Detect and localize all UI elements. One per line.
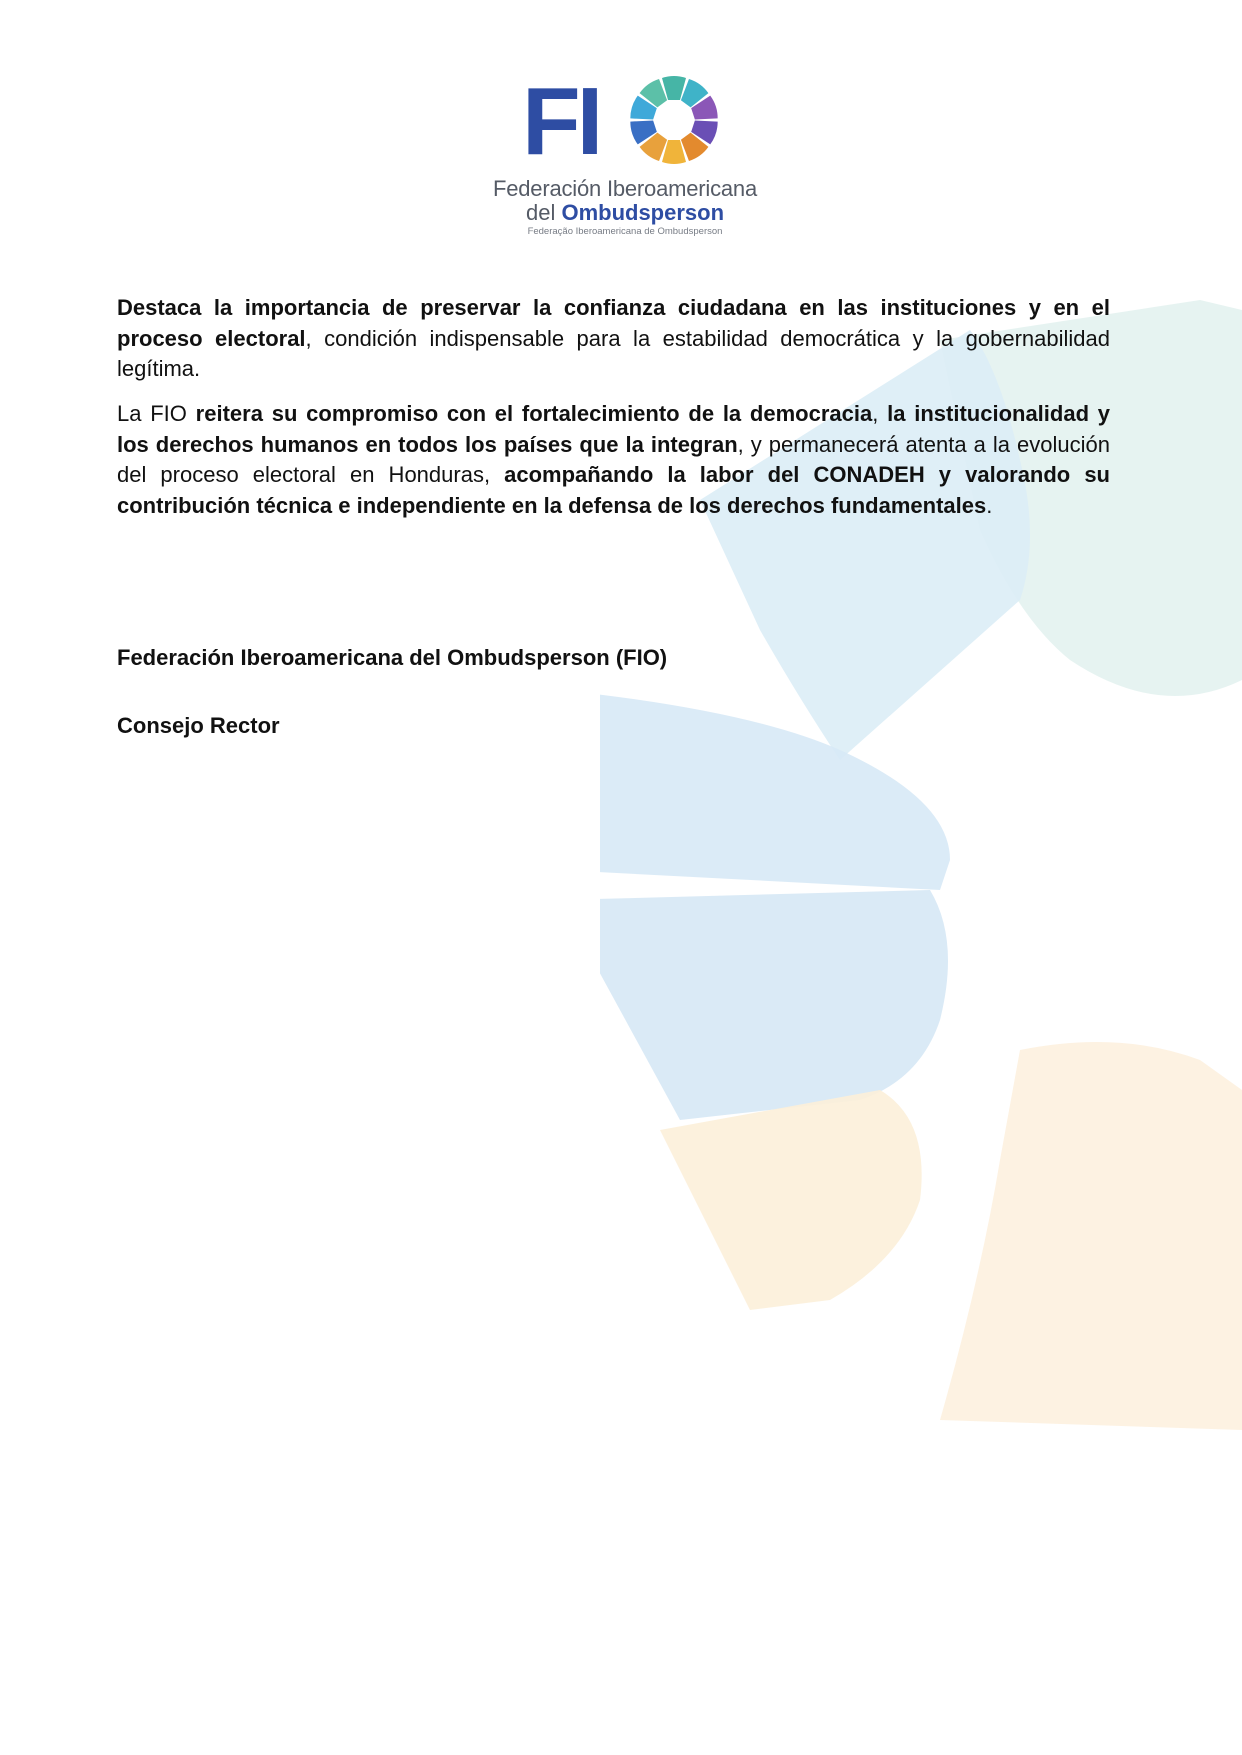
paragraph-2 xyxy=(117,399,1110,521)
logo-name-line3: Federação Iberoamericana de Ombudsperson xyxy=(527,226,723,237)
fio-logo-mark xyxy=(522,72,722,172)
watermark-petal-orange-2 xyxy=(940,1042,1242,1430)
paragraph-2-text-3: , y permanecerá atenta a la evolución del proceso electoral en Honduras, xyxy=(117,431,1110,487)
paragraph-2-text-2: , xyxy=(872,401,888,426)
paragraph-2-bold-2: la institucionalidad y los derechos humanos en todos los países que la integran xyxy=(117,401,1111,457)
signature-organization: Federación Iberoamericana del Ombudsperson (FIO) xyxy=(117,645,668,670)
logo-name-prefix: del xyxy=(525,200,562,225)
signature-body: Consejo Rector xyxy=(117,713,280,738)
paragraph-1 xyxy=(117,293,1110,385)
watermark-petal-blue-2 xyxy=(600,890,948,1120)
watermark-petal-orange-1 xyxy=(660,1090,922,1310)
logo-name-line1: Federación Iberoamericana xyxy=(492,176,758,201)
paragraph-1-bold: Destaca la importancia de preservar la confianza ciudadana en las instituciones y en el proceso electoral xyxy=(117,295,1110,351)
logo-sun-icon xyxy=(628,76,719,164)
watermark-petal-lightblue-1 xyxy=(700,330,1030,760)
logo-letters: FI xyxy=(522,72,600,172)
paragraph-2-text-1: La FIO xyxy=(117,401,196,426)
logo-name-accent: Ombudsperson xyxy=(561,200,725,225)
paragraph-2-bold-1: reitera su compromiso con el fortalecimiento de la democracia xyxy=(195,401,873,426)
paragraph-2-bold-3: acompañando la labor del CONADEH y valorando su contribución técnica e independiente en la defensa de los derechos fundamentales xyxy=(117,462,1110,518)
watermark-petal-blue-1 xyxy=(600,690,950,890)
paragraph-1-text: , condición indispensable para la estabilidad democrática y la gobernabilidad legítima. xyxy=(117,325,1110,381)
logo-name-line2 xyxy=(480,200,770,226)
paragraph-2-text-4: . xyxy=(986,492,993,518)
fio-logo xyxy=(480,72,770,242)
